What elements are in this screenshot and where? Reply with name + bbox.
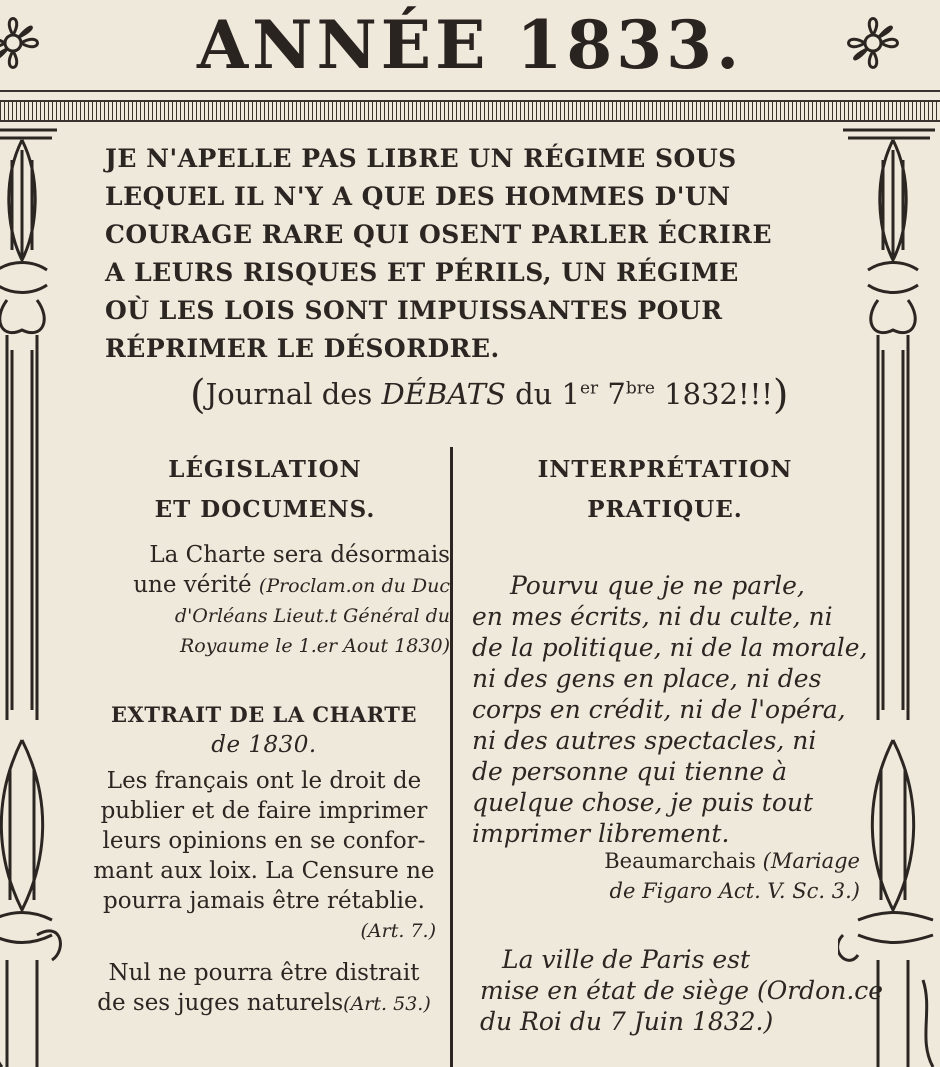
text-line xyxy=(560,846,860,876)
text-line xyxy=(78,988,450,1019)
legislation-heading xyxy=(80,450,450,530)
page-title: ANNÉE 1833. xyxy=(196,6,744,84)
article-ref: (Art. 53.) xyxy=(343,993,431,1015)
citation-year: 1832!!! xyxy=(664,377,773,411)
text-line: ni des autres spectacles, ni xyxy=(472,726,817,755)
quote-line: JE N'APELLE PAS LIBRE UN RÉGIME SOUS xyxy=(105,144,737,173)
text-line: corps en crédit, ni de l'opéra, xyxy=(472,695,846,724)
text-line: imprimer librement. xyxy=(472,819,730,848)
text-line: d'Orléans Lieut.t Général du xyxy=(174,605,450,627)
citation-du: du xyxy=(515,377,553,411)
text-line: de personne qui tienne à xyxy=(472,757,788,786)
article-7-text xyxy=(78,766,450,946)
text-line: mise en état de siège (Ordon.ce xyxy=(480,976,884,1005)
text-line xyxy=(78,570,450,601)
text-line: de la politique, ni de la morale, xyxy=(472,633,868,662)
citation-month-sup: bre xyxy=(625,378,655,399)
text-line: La Charte sera désormais xyxy=(149,542,450,568)
citation-prefix: Journal des xyxy=(205,377,373,411)
quote-attribution xyxy=(560,846,860,906)
left-column-ornament xyxy=(0,120,62,1067)
text-line: La ville de Paris est xyxy=(502,945,751,974)
heading-line: LÉGISLATION xyxy=(168,456,362,483)
right-rosette-ornament xyxy=(838,8,908,78)
heading-line: de 1830. xyxy=(211,732,317,758)
heading-line: ET DOCUMENS. xyxy=(154,496,376,523)
author-name: Beaumarchais xyxy=(604,849,756,873)
work-ref: (Mariage xyxy=(762,849,860,873)
heading-line: PRATIQUE. xyxy=(587,496,743,523)
column-divider xyxy=(450,447,453,1067)
frieze-top-rule xyxy=(0,90,940,92)
text-fragment: de ses juges naturels xyxy=(97,990,344,1016)
text-line: Les français ont le droit de xyxy=(106,768,422,794)
citation-source: DÉBATS xyxy=(381,377,506,411)
article-ref: (Art. 7.) xyxy=(360,920,436,942)
text-line: publier et de faire imprimer xyxy=(100,798,428,824)
article-53-text xyxy=(78,958,450,1019)
quote-line: A LEURS RISQUES ET PÉRILS, UN RÉGIME xyxy=(105,258,739,287)
liberty-quote xyxy=(105,140,805,368)
heading-line: INTERPRÉTATION xyxy=(537,456,793,483)
quote-line: COURAGE RARE QUI OSENT PARLER ÉCRIRE xyxy=(105,220,773,249)
quote-line: RÉPRIMER LE DÉSORDRE. xyxy=(105,334,500,363)
text-line: en mes écrits, ni du culte, ni xyxy=(472,602,833,631)
beaumarchais-quote xyxy=(472,570,868,849)
text-line: quelque chose, je puis tout xyxy=(472,788,814,817)
text-fragment: une vérité xyxy=(133,572,252,598)
text-line: leurs opinions en se confor- xyxy=(102,828,426,854)
quote-line: LEQUEL IL N'Y A QUE DES HOMMES D'UN xyxy=(105,182,731,211)
quote-citation: (Journal des DÉBATS du 1er $7^{bre}$ 1832!!!) xyxy=(190,372,789,418)
frieze-band xyxy=(0,100,940,122)
quote-line: OÙ LES LOIS SONT IMPUISSANTES POUR xyxy=(105,296,723,325)
siege-notice xyxy=(480,944,884,1037)
citation-day-sup: er xyxy=(579,378,599,399)
text-line: mant aux loix. La Censure ne xyxy=(93,858,435,884)
text-line: Nul ne pourra être distrait xyxy=(108,960,420,986)
text-line: Royaume le 1.er Aout 1830) xyxy=(179,635,450,657)
interpretation-heading xyxy=(470,450,860,530)
text-line: pourra jamais être rétablie. xyxy=(103,888,425,914)
proclamation-ref: (Proclam.on du Duc xyxy=(258,575,450,597)
heading-line: EXTRAIT DE LA CHARTE xyxy=(111,702,417,727)
text-line: de Figaro Act. V. Sc. 3.) xyxy=(609,879,860,903)
text-line: du Roi du 7 Juin 1832.) xyxy=(480,1007,774,1036)
charte-proclamation xyxy=(78,540,450,661)
citation-day: 1 xyxy=(561,377,580,411)
citation-month: 7 xyxy=(607,377,626,411)
text-line: ni des gens en place, ni des xyxy=(472,664,822,693)
extrait-heading xyxy=(78,700,450,760)
left-rosette-ornament xyxy=(0,8,48,78)
text-line: Pourvu que je ne parle, xyxy=(510,571,805,600)
